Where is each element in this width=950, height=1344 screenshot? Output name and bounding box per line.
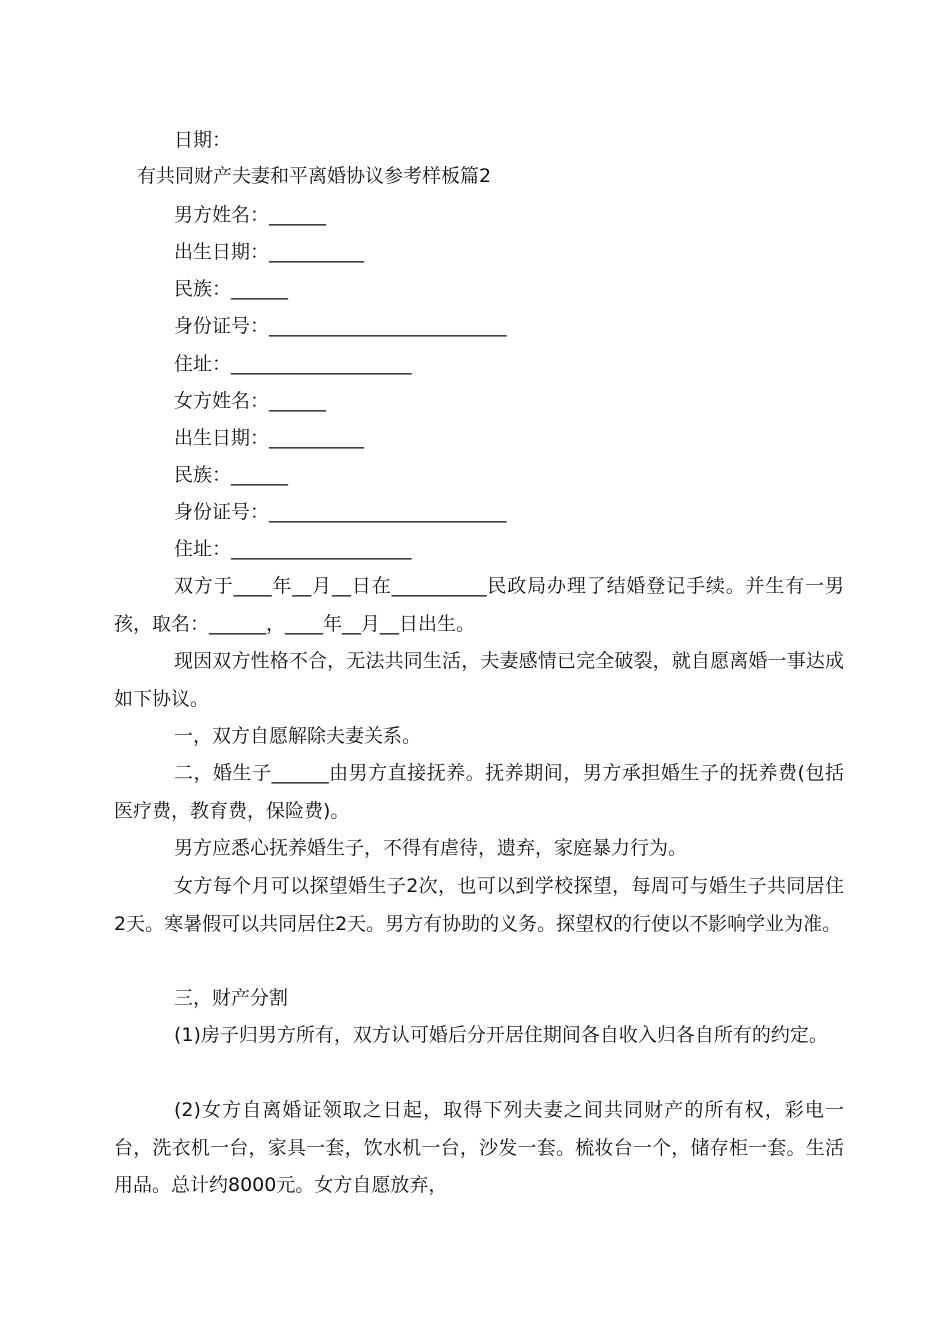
male-name-field: 男方姓名：______ (174, 204, 327, 226)
marriage-paragraph: 双方于____年__月__日在__________民政局办理了结婚登记手续。并生有一男孩，取名：______，____年__月__日出生。 (114, 575, 844, 635)
male-ethnicity-field: 民族：______ (174, 278, 289, 300)
female-id-field: 身份证号：_________________________ (174, 501, 507, 523)
female-birth-field: 出生日期：__________ (174, 427, 365, 449)
clause-two-note: 男方应悉心抚养婚生子，不得有虐待，遗弃，家庭暴力行为。 (174, 837, 688, 859)
clause-one: 一，双方自愿解除夫妻关系。 (174, 725, 422, 747)
clause-three: 三，财产分割 (174, 987, 289, 1009)
male-address-field: 住址：___________________ (174, 353, 412, 375)
female-ethnicity-field: 民族：______ (174, 464, 289, 486)
reason-paragraph: 现因双方性格不合，无法共同生活，夫妻感情已完全破裂，就自愿离婚一事达成如下协议。 (114, 650, 844, 710)
property-item-2: (2)女方自离婚证领取之日起，取得下列夫妻之间共同财产的所有权，彩电一台，洗衣机一台，家具一套，饮水机一台，沙发一套。梳妆台一个，储存柜一套。生活用品。总计约8000元。女方自愿放弃， (114, 1099, 844, 1196)
date-line: 日期： (174, 129, 232, 151)
visitation-paragraph: 女方每个月可以探望婚生子2次，也可以到学校探望，每周可与婚生子共同居住2天。寒暑假可以共同居住2天。男方有协助的义务。探望权的行使以不影响学业为准。 (114, 875, 844, 935)
clause-two: 二，婚生子______由男方直接抚养。抚养期间，男方承担婚生子的抚养费(包括医疗费，教育费，保险费)。 (114, 762, 844, 822)
property-item-1: (1)房子归男方所有，双方认可婚后分开居住期间各自收入归各自所有的约定。 (174, 1024, 828, 1046)
male-birth-field: 出生日期：__________ (174, 241, 365, 263)
female-address-field: 住址：___________________ (174, 538, 412, 560)
male-id-field: 身份证号：_________________________ (174, 315, 507, 337)
agreement-heading: 有共同财产夫妻和平离婚协议参考样板篇2 (137, 165, 492, 187)
female-name-field: 女方姓名：______ (174, 390, 327, 412)
